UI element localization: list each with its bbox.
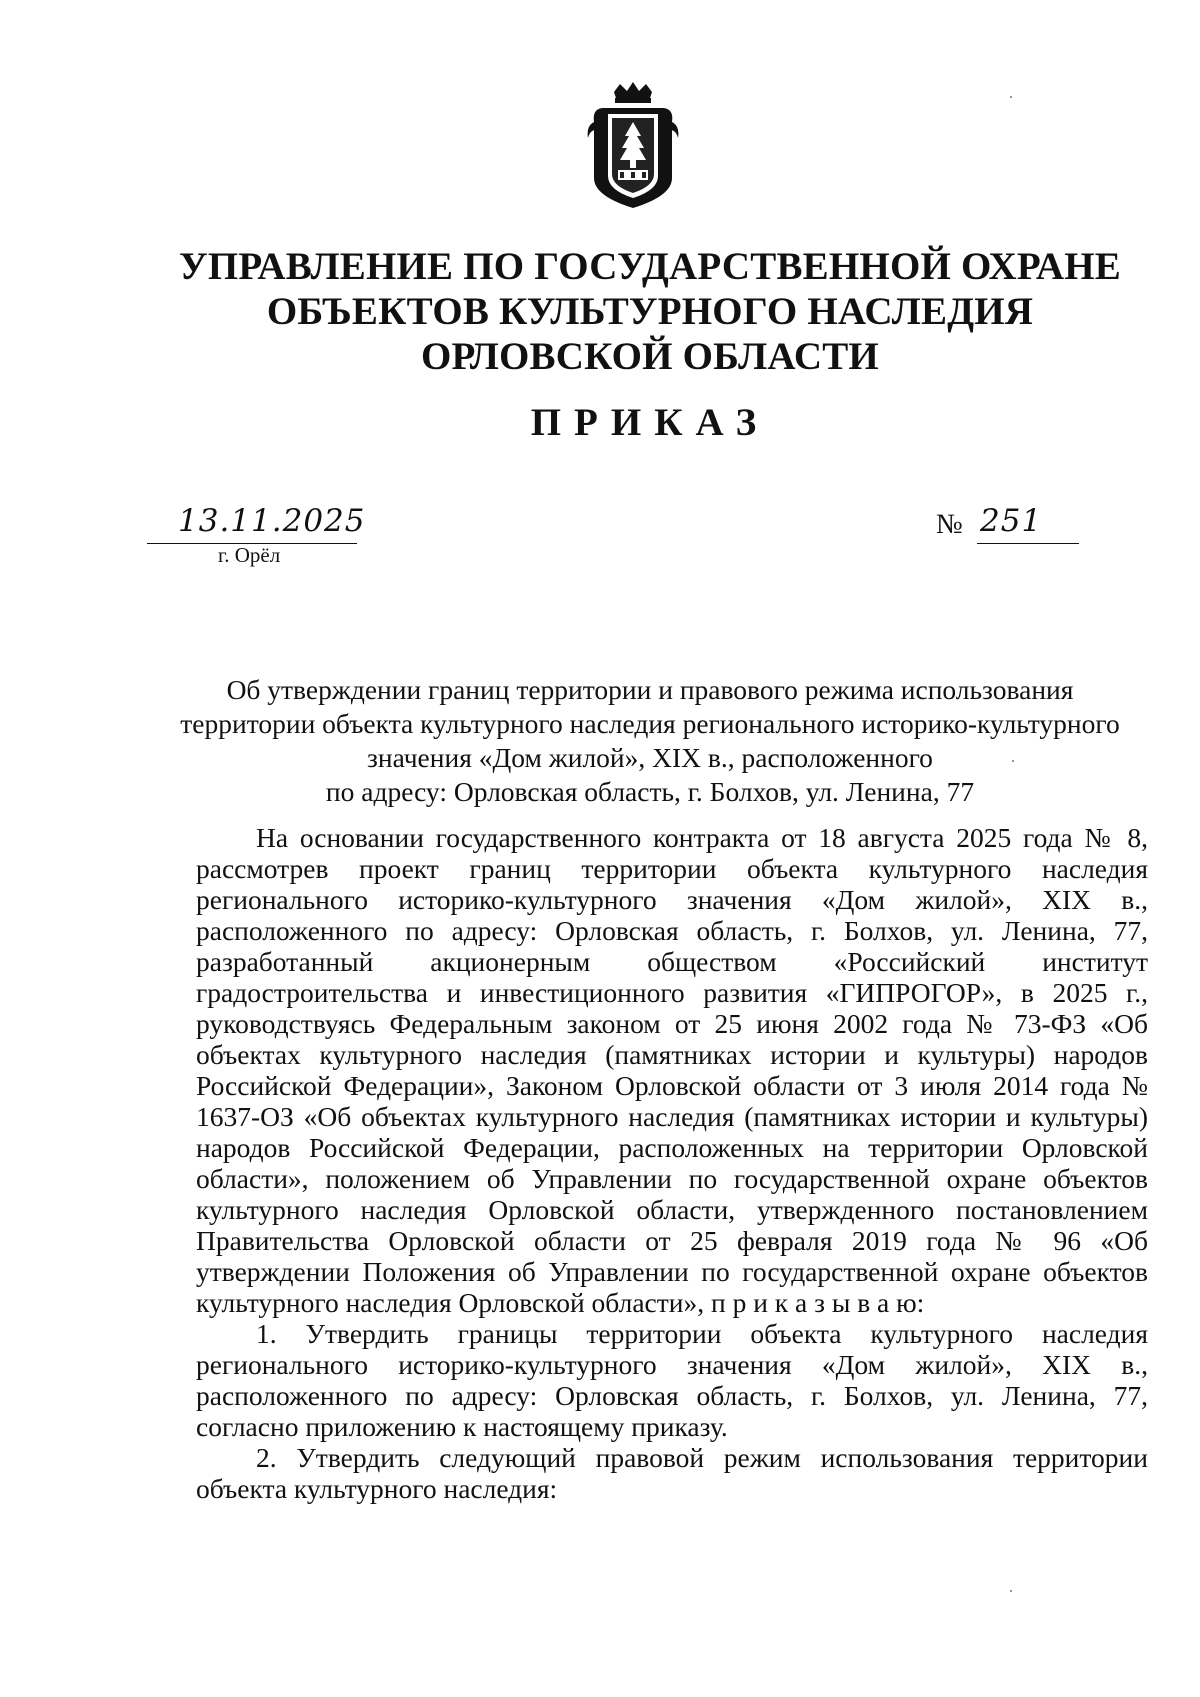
coat-of-arms-icon [584, 82, 682, 210]
subject-line: значения «Дом жилой», XIX в., расположенного [367, 742, 933, 773]
org-title-line: ОРЛОВСКОЙ ОБЛАСТИ [421, 335, 879, 378]
order-subject [160, 673, 1140, 809]
scan-speck [1012, 760, 1014, 762]
handwritten-date: 13.11.2025 [178, 503, 366, 539]
org-title-line: ОБЪЕКТОВ КУЛЬТУРНОГО НАСЛЕДИЯ [266, 290, 1034, 333]
preamble-paragraph: На основании государственного контракта от 18 августа 2025 года № 8, рассмотрев проект границ территории объекта культурного наследия регионального историко-культурного значения «Дом жилой», XIX в., расположенного по адресу: Орловская область, г. Болхов, ул. Ленина, 77, разработанный акционерным обществом «Российский институт градостроительства и инвестиционного развития «ГИПРОГОР», в 2025 г., руководствуясь Федеральным законом от 25 июня 2002 года № 73-ФЗ «Об объектах культурного наследия (памятниках истории и культуры) народов Российской Федерации», Законом Орловской области от 3 июля 2014 года № 1637-ОЗ «Об объектах культурного наследия (памятниках истории и культуры) народов Российской Федерации, расположенных на территории Орловской области», положением об Управлении по государственной охране объектов культурного наследия Орловской области, утвержденного постановлением Правительства Орловской области от 25 февраля 2019 года № 96 «Об утверждении Положения об Управлении по государственной охране объектов культурного наследия Орловской области», п р и к а з ы в а ю: [196, 822, 1148, 1318]
subject-line: по адресу: Орловская область, г. Болхов, ул. Ленина, 77 [325, 776, 975, 807]
subject-line: Об утверждении границ территории и правового режима использования [226, 674, 1074, 705]
scan-speck [1010, 96, 1012, 98]
handwritten-order-number: 251 [980, 503, 1043, 539]
scan-speck [1010, 1590, 1012, 1592]
number-underline [977, 543, 1079, 544]
subject-line: территории объекта культурного наследия регионального историко-культурного [180, 708, 1120, 739]
document-type-title: ПРИКАЗ [530, 401, 770, 444]
organization-title [100, 244, 1200, 379]
order-item-1: 1. Утвердить границы территории объекта культурного наследия регионального историко-культурного значения «Дом жилой», XIX в., расположенного по адресу: Орловская область, г. Болхов, ул. Ленина, 77, согласно приложению к настоящему приказу. [196, 1318, 1148, 1442]
city-label: г. Орёл [218, 543, 281, 567]
org-title-line: УПРАВЛЕНИЕ ПО ГОСУДАРСТВЕННОЙ ОХРАНЕ [179, 245, 1121, 288]
order-body [196, 822, 1148, 1504]
number-sign: № [936, 509, 963, 540]
order-item-2: 2. Утвердить следующий правовой режим использования территории объекта культурного наследия: [196, 1442, 1148, 1504]
